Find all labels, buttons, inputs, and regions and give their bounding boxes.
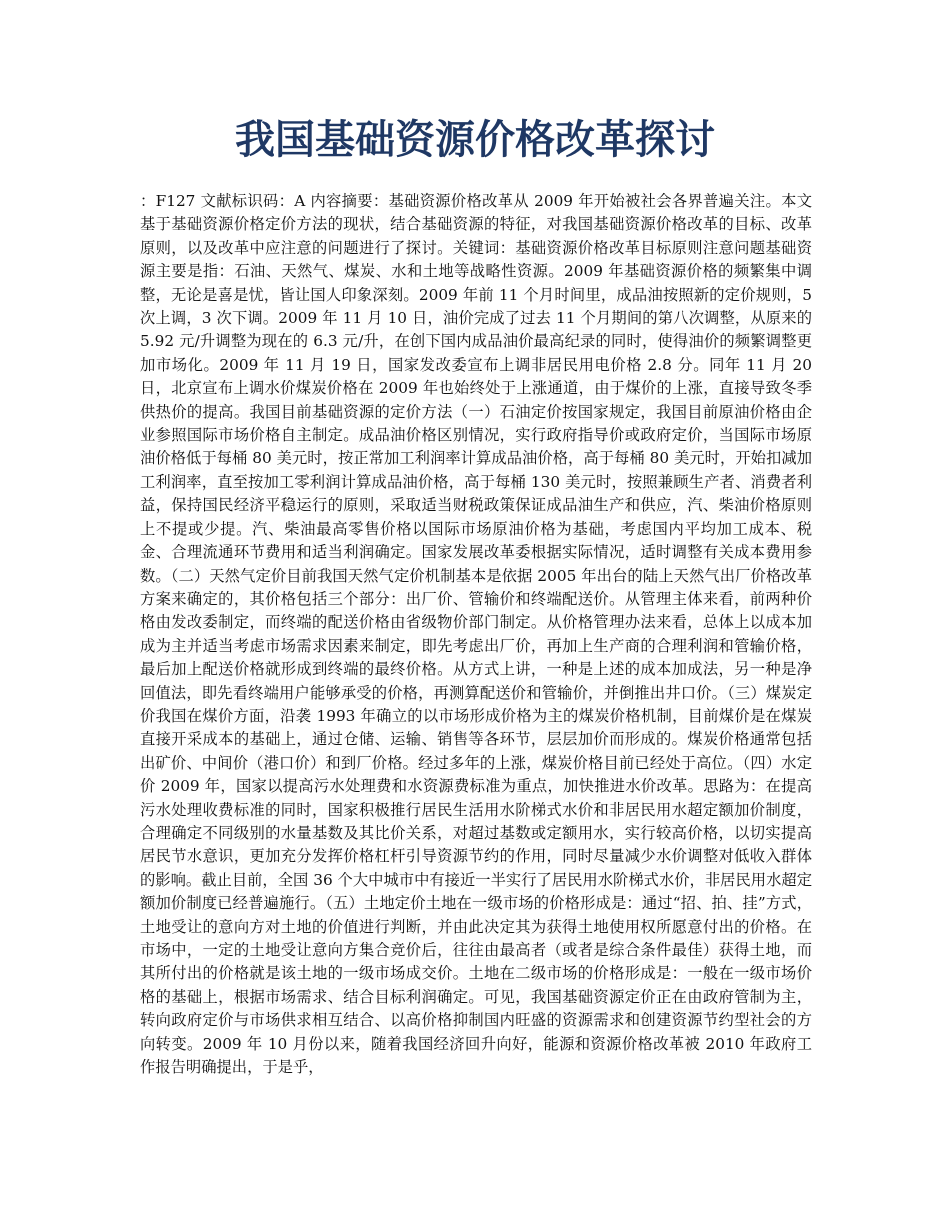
document-body-text: ：F127 文献标识码：A 内容摘要：基础资源价格改革从 2009 年开始被社会各界普遍关注。本文基于基础资源价格定价方法的现状，结合基础资源的特征，对我国基础资源价格改革的目标、改革原则，以及改革中应注意的问题进行了探讨。关键词：基础资源价格改革目标原则注意问题基础资源主要是指：石油、天然气、煤炭、水和土地等战略性资源。2009 年基础资源价格的频繁集中调整，无论是喜是忧，皆让国人印象深刻。2009 年前 11 个月时间里，成品油按照新的定价规则，5 次上调，3 次下调。2009 年 11 月 10 日，油价完成了过去 11 个月期间的第八次调整，从原来的 5.92 元/升调整为现在的 6.3 元/升，在创下国内成品油价最高纪录的同时，使得油价的频繁调整更加市场化。2009 年 11 月 19 日，国家发改委宣布上调非居民用电价格 2.8 分。同年 11 月 20 日，北京宣布上调水价煤炭价格在 2009 年也始终处于上涨通道，由于煤价的上涨，直接导致冬季供热价的提高。我国目前基础资源的定价方法（一）石油定价按国家规定，我国目前原油价格由企业参照国际市场价格自主制定。成品油价格区别情况，实行政府指导价或政府定价，当国际市场原油价格低于每桶 80 美元时，按正常加工利润率计算成品油价格，高于每桶 80 美元时，开始扣减加工利润率，直至按加工零利润计算成品油价格，高于每桶 130 美元时，按照兼顾生产者、消费者利益，保持国民经济平稳运行的原则，采取适当财税政策保证成品油生产和供应，汽、柴油价格原则上不提或少提。汽、柴油最高零售价格以国际市场原油价格为基础，考虑国内平均加工成本、税金、合理流通环节费用和适当利润确定。国家发展改革委根据实际情况，适时调整有关成本费用参数。（二）天然气定价目前我国天然气定价机制基本是依据 2005 年出台的陆上天然气出厂价格改革方案来确定的，其价格包括三个部分：出厂价、管输价和终端配送价。从管理主体来看，前两种价格由发改委制定，而终端的配送价格由省级物价部门制定。从价格管理办法来看，总体上以成本加成为主并适当考虑市场需求因素来制定，即先考虑出厂价，再加上生产商的合理利润和管输价格，最后加上配送价格就形成到终端的最终价格。从方式上讲，一种是上述的成本加成法，另一种是净回值法，即先看终端用户能够承受的价格，再测算配送价和管输价，并倒推出井口价。（三）煤炭定价我国在煤价方面，沿袭 1993 年确立的以市场形成价格为主的煤炭价格机制，目前煤价是在煤炭直接开采成本的基础上，通过仓储、运输、销售等各环节，层层加价而形成的。煤炭价格通常包括出矿价、中间价（港口价）和到厂价格。经过多年的上涨，煤炭价格目前已经处于高位。（四）水定价 2009 年，国家以提高污水处理费和水资源费标准为重点，加快推进水价改革。思路为：在提高污水处理收费标准的同时，国家积极推行居民生活用水阶梯式水价和非居民用水超定额加价制度，合理确定不同级别的水量基数及其比价关系，对超过基数或定额用水，实行较高价格，以切实提高居民节水意识，更加充分发挥价格杠杆引导资源节约的作用，同时尽量减少水价调整对低收入群体的影响。截止目前，全国 36 个大中城市中有接近一半实行了居民用水阶梯式水价，非居民用水超定额加价制度已经普遍施行。（五）土地定价土地在一级市场的价格形成是：通过“招、拍、挂”方式，土地受让的意向方对土地的价值进行判断，并由此决定其为获得土地使用权所愿意付出的价格。在市场中，一定的土地受让意向方集合竞价后，往往由最高者（或者是综合条件最佳）获得土地，而其所付出的价格就是该土地的一级市场成交价。土地在二级市场的价格形成是：一般在一级市场价格的基础上，根据市场需求、结合目标利润确定。可见，我国基础资源定价正在由政府管制为主，转向政府定价与市场供求相互结合、以高价格抑制国内旺盛的资源需求和创建资源节约型社会的方向转变。2009 年 10 月份以来，随着我国经济回升向好，能源和资源价格改革被 2010 年政府工作报告明确提出，于是乎，: [140, 192, 812, 1077]
document-title: 我国基础资源价格改革探讨: [235, 117, 715, 163]
